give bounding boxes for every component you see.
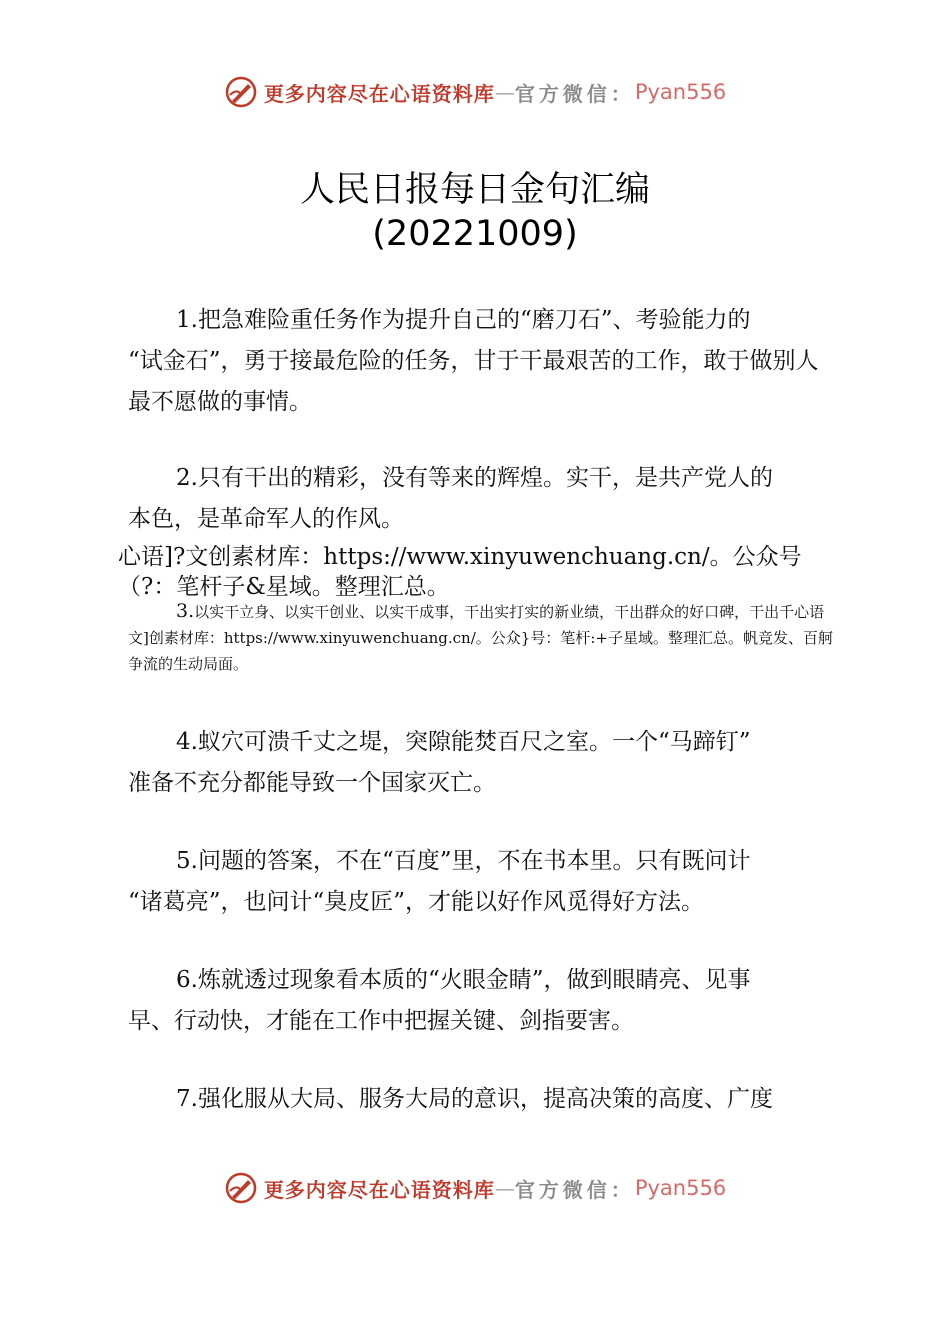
- paragraph-rest: “试金石”，勇于接最危险的任务，甘于干最艰苦的工作，敢于做别人最不愿做的事情。: [128, 348, 819, 415]
- paragraph-4: [128, 722, 838, 804]
- quill-logo-icon: [224, 1171, 258, 1205]
- paragraph-rest: “诸葛亮”，也问计“臭皮匠”，才能以好作风觅得好方法。: [128, 889, 705, 915]
- banner-wechat-label: 官方微信：: [514, 1177, 635, 1202]
- paragraph-first-line: 1.把急难险重任务作为提升自己的“磨刀石”、考验能力的: [176, 307, 751, 333]
- banner-text: 更多内容尽在心语资料库: [263, 81, 495, 106]
- title-main: 人民日报每日金句汇编: [299, 170, 650, 210]
- paragraph-first-line: 5.问题的答案，不在“百度”里，不在书本里。只有既问计: [176, 848, 751, 874]
- paragraph-2: [128, 458, 838, 540]
- footer-banner: [0, 1168, 950, 1208]
- paragraph-first-line: 7.强化服从大局、服务大局的意识，提高决策的高度、广度: [176, 1086, 773, 1112]
- banner-separator: —: [494, 80, 515, 104]
- paragraph-6: [128, 960, 838, 1042]
- banner-text: 更多内容尽在心语资料库: [263, 1177, 495, 1202]
- quill-logo-icon: [224, 75, 258, 109]
- banner-separator: —: [494, 1176, 515, 1200]
- page-title: [0, 168, 950, 256]
- paragraph-7: [128, 1079, 838, 1120]
- paragraph-first-line: 2.只有干出的精彩，没有等来的辉煌。实干，是共产党人的: [176, 465, 773, 491]
- title-date: (20221009): [372, 214, 578, 254]
- paragraph-5: [128, 841, 838, 923]
- paragraph-3: [128, 598, 838, 677]
- watermark-overlay-text: 心语]?文创素材库：https://www.xinyuwenchuang.cn/。公众号（?：笔杆子&星域。整理汇总。: [118, 544, 802, 600]
- paragraph-rest: 早、行动快，才能在工作中把握关键、剑指要害。: [128, 1008, 634, 1034]
- paragraph-first-line: 6.炼就透过现象看本质的“火眼金睛”，做到眼睛亮、见事: [176, 967, 751, 993]
- paragraph-rest: 准备不充分都能导致一个国家灭亡。: [128, 770, 496, 796]
- paragraph-rest: 本色，是革命军人的作风。: [128, 506, 404, 532]
- banner-wechat-label: 官方微信：: [514, 81, 635, 106]
- paragraph-text: 以实干立身、以实干创业、以实干成事，干出实打实的新业绩，干出群众的好口碑，干出千心语文]创素材库：https://www.xinyuwenchuang.cn/。公众}号：笔杆:+子星域。整理汇总。帆竞发、百舸争流的生动局面。: [128, 603, 833, 673]
- banner-wechat-id: Pyan556: [634, 1176, 727, 1200]
- paragraph-1: [128, 300, 838, 423]
- paragraph-number: 3.: [176, 600, 195, 622]
- banner-wechat-id: Pyan556: [634, 80, 727, 104]
- header-banner: [0, 72, 950, 112]
- paragraph-first-line: 4.蚁穴可溃千丈之堤，突隙能焚百尺之室。一个“马蹄钉”: [176, 729, 751, 755]
